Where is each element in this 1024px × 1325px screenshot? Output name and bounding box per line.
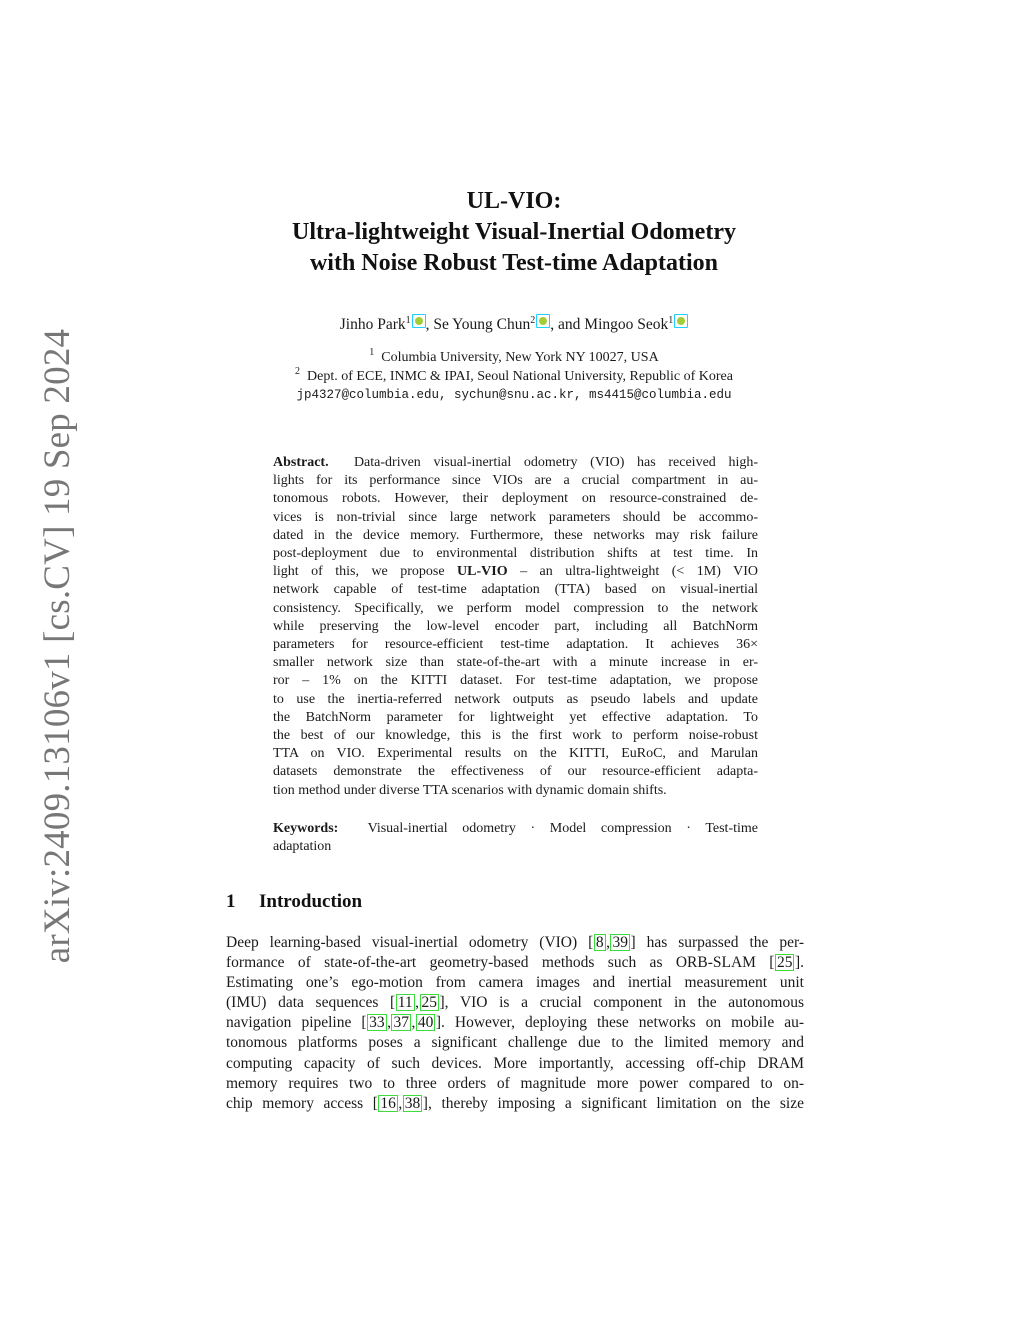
abstract-line: while preserving the low-level encoder part, including all BatchNorm <box>273 618 758 634</box>
abstract-line: dated in the device memory. Furthermore, these networks may risk failure <box>273 527 758 543</box>
comma: , <box>415 994 420 1012</box>
abstract-text: – an ultra-lightweight (< 1M) VIO <box>520 564 759 580</box>
keywords-line <box>273 820 758 838</box>
author-name: Jinho Park <box>339 316 406 333</box>
body-line <box>226 933 804 953</box>
bracket: [ <box>361 1014 367 1032</box>
bracket: ]. <box>435 1014 445 1032</box>
keywords-label: Keywords: <box>273 821 339 836</box>
affiliation-text: Dept. of ECE, INMC & IPAI, Seoul National University, Republic of Korea <box>307 369 733 384</box>
affiliation-marker: 1 <box>405 315 411 326</box>
citation-link[interactable]: 40 <box>417 1014 434 1032</box>
introduction-body <box>226 933 804 1114</box>
affiliation-text: Columbia University, New York NY 10027, USA <box>381 350 659 365</box>
citation-link[interactable]: 37 <box>393 1014 409 1032</box>
comma: , <box>387 1014 391 1032</box>
comma: , <box>606 934 610 951</box>
title-line-2: Ultra-lightweight Visual-Inertial Odometry <box>292 219 736 245</box>
abstract <box>273 454 758 800</box>
body-text: Deep learning-based visual-inertial odometry (VIO) <box>226 934 578 951</box>
body-line: memory requires two to three orders of magnitude more power compared to on- <box>226 1074 804 1092</box>
body-text: (IMU) data sequences <box>226 994 379 1012</box>
method-name: UL-VIO <box>457 564 508 580</box>
affiliation-marker: 2 <box>530 315 536 326</box>
abstract-line: parameters for resource-efficient test-time adaptation. It achieves 36× <box>273 637 758 653</box>
abstract-label: Abstract. <box>273 455 329 470</box>
title-line-3: with Noise Robust Test-time Adaptation <box>309 250 719 276</box>
abstract-line <box>273 563 758 581</box>
author-emails[interactable]: jp4327@columbia.edu, sychun@snu.ac.kr, ms4415@columbia.edu <box>296 388 732 402</box>
citation-link[interactable]: 16 <box>380 1094 396 1112</box>
body-text: thereby imposing a significant limitation on the size <box>441 1094 804 1112</box>
abstract-line: consistency. Specifically, we perform model compression to the network <box>273 600 758 616</box>
bracket: ] <box>630 934 636 951</box>
author-separator: , <box>425 316 434 333</box>
abstract-line: network capable of test-time adaptation (TTA) based on visual-inertial <box>273 582 758 598</box>
section-title: Introduction <box>259 891 363 912</box>
comma: , <box>411 1014 416 1032</box>
section-heading-introduction <box>226 891 362 913</box>
citation-link[interactable]: 33 <box>369 1014 385 1032</box>
citation-link[interactable]: 25 <box>421 994 438 1012</box>
abstract-line: ror – 1% on the KITTI dataset. For test-time adaptation, we propose <box>273 673 758 689</box>
bracket: [ <box>372 1094 378 1112</box>
body-text: However, deploying these networks on mobile au- <box>454 1014 805 1032</box>
abstract-line: TTA on VIO. Experimental results on the KITTI, EuRoC, and Marulan <box>273 746 758 762</box>
citation-link[interactable]: 39 <box>612 934 628 951</box>
affiliation-marker: 2 <box>295 366 301 377</box>
section-number: 1 <box>226 891 236 912</box>
orcid-icon[interactable] <box>536 314 550 328</box>
citation-link[interactable]: 25 <box>776 954 793 972</box>
author-name: Se Young Chun <box>433 316 531 333</box>
citation-link[interactable]: 8 <box>595 934 604 951</box>
bracket: [ <box>390 994 396 1012</box>
abstract-line: vices is non-trivial since large network parameters should be accommo- <box>273 509 758 525</box>
body-line: computing capacity of such devices. More importantly, accessing off-chip DRAM <box>226 1054 804 1072</box>
body-line <box>226 1013 804 1033</box>
comma: , <box>398 1094 403 1112</box>
arxiv-identifier-stamp: arXiv:2409.13106v1 [cs.CV] 19 Sep 2024 <box>37 328 78 964</box>
affiliation-marker: 1 <box>369 347 375 358</box>
body-line <box>226 953 804 973</box>
abstract-line: post-deployment due to environmental distribution shifts at test time. In <box>273 546 758 562</box>
title-line-1: UL-VIO: <box>466 188 562 214</box>
abstract-line: the BatchNorm parameter for lightweight yet effective adaptation. To <box>273 709 758 725</box>
body-line: Estimating one’s ego-motion from camera images and inertial measurement unit <box>226 974 804 992</box>
citation-link[interactable]: 11 <box>397 994 413 1012</box>
abstract-text: light of this, we propose <box>273 564 445 580</box>
author-name: Mingoo Seok <box>584 316 669 333</box>
orcid-icon[interactable] <box>674 314 688 328</box>
abstract-line: the best of our knowledge, this is the first work to perform noise-robust <box>273 728 758 744</box>
body-text: formance of state-of-the-art geometry-based methods such as ORB-SLAM <box>226 954 756 972</box>
bracket: ], <box>439 994 449 1012</box>
orcid-icon[interactable] <box>412 314 426 328</box>
affiliations <box>200 348 828 405</box>
body-text: VIO is a crucial component in the autonomous <box>459 994 804 1012</box>
keywords <box>273 820 758 856</box>
affiliation-marker: 1 <box>668 315 674 326</box>
keywords-line: adaptation <box>273 839 332 855</box>
abstract-line: to use the inertia-referred network outputs as pseudo labels and update <box>273 691 758 707</box>
citation-link[interactable]: 38 <box>404 1094 421 1112</box>
abstract-line: datasets demonstrate the effectiveness of our resource-efficient adapta- <box>273 764 758 780</box>
body-line <box>226 993 804 1013</box>
affiliation-2 <box>200 367 828 386</box>
abstract-line <box>273 454 758 472</box>
bracket: [ <box>588 934 594 951</box>
bracket: ]. <box>794 954 804 972</box>
abstract-line: lights for its performance since VIOs are a crucial compartment in au- <box>273 473 758 489</box>
bracket: ], <box>422 1094 432 1112</box>
abstract-line: tion method under diverse TTA scenarios with dynamic domain shifts. <box>273 782 667 798</box>
body-text: has surpassed the per- <box>646 934 804 951</box>
abstract-line: smaller network size than state-of-the-art with a minute increase in er- <box>273 655 758 671</box>
affiliation-1 <box>200 348 828 367</box>
body-line <box>226 1094 804 1114</box>
keywords-text: Visual-inertial odometry · Model compression · Test-time <box>367 821 758 836</box>
body-text: navigation pipeline <box>226 1014 352 1032</box>
author-list <box>200 314 828 334</box>
bracket: [ <box>769 954 775 972</box>
paper-title <box>200 186 828 279</box>
abstract-line: tonomous robots. However, their deployment on resource-constrained de- <box>273 491 758 507</box>
author-separator: , and <box>550 316 585 333</box>
body-line: tonomous platforms poses a significant challenge due to the limited memory and <box>226 1034 804 1052</box>
body-text: chip memory access <box>226 1094 364 1112</box>
abstract-text: Data-driven visual-inertial odometry (VIO) has received high- <box>353 455 759 470</box>
